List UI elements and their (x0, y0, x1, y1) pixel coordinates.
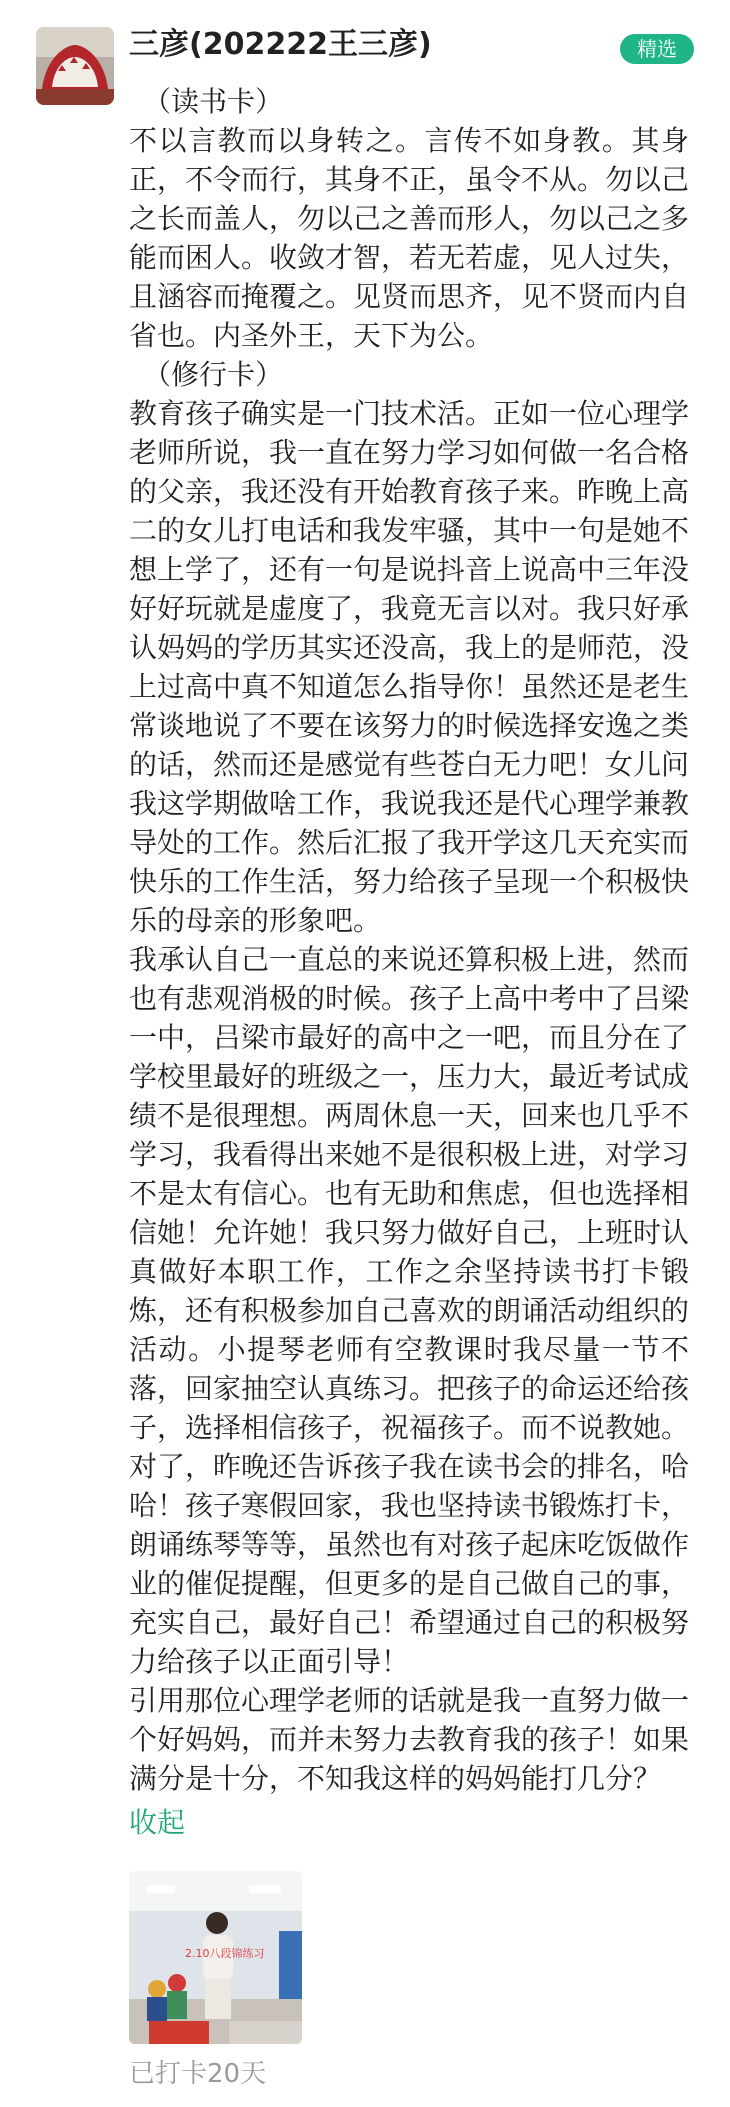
post-photo[interactable] (129, 1871, 302, 2044)
practice-card-tag: （修行卡） (143, 358, 284, 391)
featured-badge: 精选 (620, 34, 694, 64)
photo-caption: 2.10八段锦练习 (185, 1947, 265, 1960)
post-paragraph: 我承认自己一直总的来说还算积极上进，然而也有悲观消极的时候。孩子上高中考中了吕梁一中，吕梁市最好的高中之一吧，而且分在了学校里最好的班级之一，压力大，最近考试成绩不是很理想。两周休息一天，回来也几乎不学习，我看得出来她不是很积极上进，对学习不是太有信心。也有无助和焦虑，但也选择相信她！允许她！我只努力做好自己，上班时认真做好本职工作，工作之余坚持读书打卡锻炼，还有积极参加自己喜欢的朗诵活动组织的活动。小提琴老师有空教课时我尽量一节不落，回家抽空认真练习。把孩子的命运还给孩子，选择相信孩子，祝福孩子。而不说教她。对了，昨晚还告诉孩子我在读书会的排名，哈哈！孩子寒假回家，我也坚持读书锻炼打卡，朗诵练琴等等，虽然也有对孩子起床吃饭做作业的催促提醒，但更多的是自己做自己的事，充实自己，最好自己！希望通过自己的积极努力给孩子以正面引导！ (129, 943, 690, 1678)
checkin-days: 已打卡20天 (129, 2059, 267, 2089)
post-paragraph: 教育孩子确实是一门技术活。正如一位心理学老师所说，我一直在努力学习如何做一名合格的父亲，我还没有开始教育孩子来。昨晚上高二的女儿打电话和我发牢骚，其中一句是她不想上学了，还有一句是说抖音上说高中三年没好好玩就是虚度了，我竟无言以对。我只好承认妈妈的学历其实还没高，我上的是师范，没上过高中真不知道怎么指导你！虽然还是老生常谈地说了不要在该努力的时候选择安逸之类的话，然而还是感觉有些苍白无力吧！女儿问我这学期做啥工作，我说我还是代心理学兼教导处的工作。然后汇报了我开学这几天充实而快乐的工作生活，努力给孩子呈现一个积极快乐的母亲的形象吧。 (129, 397, 690, 937)
post-paragraph: 不以言教而以身转之。言传不如身教。其身正，不令而行，其身不正，虽令不从。勿以己之长而盖人，勿以己之善而形人，勿以己之多能而困人。收敛才智，若无若虚，见人过失，且涵容而掩覆之。见贤而思齐，见不贤而内自省也。内圣外王，天下为公。 (129, 124, 690, 352)
reading-card-tag: （读书卡） (143, 85, 284, 118)
post-content (129, 82, 689, 1798)
avatar[interactable] (36, 27, 114, 105)
collapse-button[interactable]: 收起 (129, 1806, 186, 1839)
avatar-image (36, 27, 114, 105)
post-paragraph: 引用那位心理学老师的话就是我一直努力做一个好妈妈，而并未努力去教育我的孩子！如果满分是十分，不知我这样的妈妈能打几分？ (129, 1684, 690, 1795)
author-name[interactable]: 三彦(202222王三彦) (129, 27, 432, 62)
